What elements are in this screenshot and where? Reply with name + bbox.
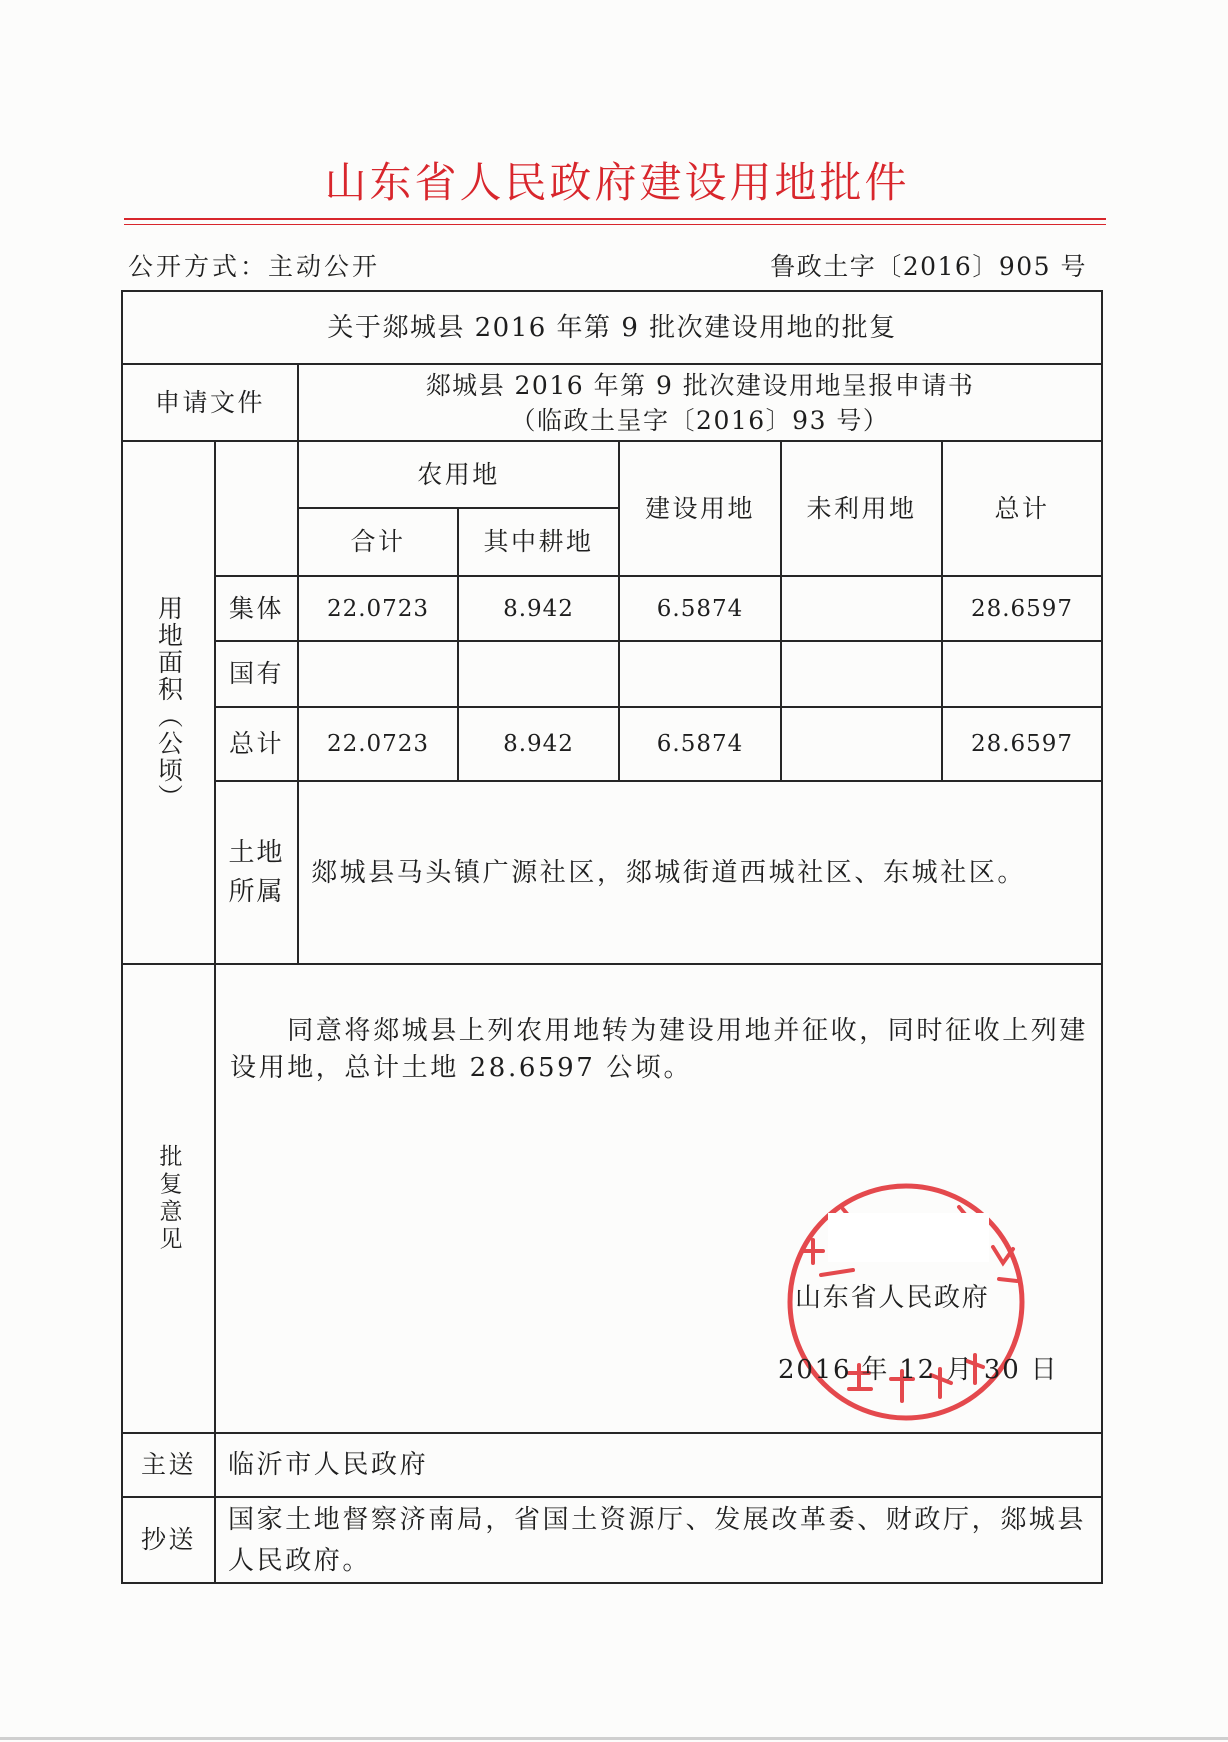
table-rule: [121, 1582, 1103, 1584]
header-agricultural-total: [298, 508, 458, 576]
header-cultivated: [458, 508, 619, 576]
main-recipient-value: 临沂市人民政府: [228, 1450, 429, 1480]
ownership-label: 土地所属: [228, 837, 285, 907]
table-cell: 22.0723: [326, 731, 430, 757]
copy-to-label: 抄送: [140, 1525, 196, 1554]
header-unused: [781, 441, 942, 576]
application-document-title: 郯城县 2016 年第 9 批次建设用地呈报申请书: [425, 370, 975, 400]
row-label-collective: 集体: [228, 593, 284, 623]
table-cell: 8.942: [503, 595, 574, 622]
application-label-cell: [122, 364, 298, 441]
row-label-total: 总计: [228, 729, 284, 758]
scan-edge: [0, 1737, 1228, 1740]
approval-text: 同意将郯城县上列农用地转为建设用地并征收，同时征收上列建设用地，总计土地 28.6597 公顷。: [230, 1016, 1088, 1083]
header-cultivated-text: 其中耕地: [483, 527, 594, 556]
header-unused-text: 未利用地: [806, 493, 917, 523]
table-cell: 6.5874: [656, 595, 744, 622]
land-area-label: 用地面积（公顷）: [154, 594, 184, 811]
issue-date: 2016 年 12 月 30 日: [778, 1355, 1059, 1385]
disclosure-mode: 公开方式：主动公开: [128, 252, 381, 281]
table-cell: [781, 641, 942, 707]
seal-glyph-fragment: [999, 1279, 1017, 1281]
header-agricultural: [298, 441, 619, 508]
row-label-state-owned: 国有: [228, 659, 284, 688]
table-cell: 6.5874: [656, 731, 744, 757]
main-recipient-label: 主送: [140, 1450, 196, 1479]
subject-cell: [122, 291, 1102, 364]
issuer-signature: 山东省人民政府: [795, 1283, 990, 1313]
header-total-text: 总计: [994, 493, 1050, 523]
copy-to-value: 国家土地督察济南局，省国土资源厅、发展改革委、财政厅，郯城县人民政府。: [228, 1505, 1087, 1576]
title-rule-upper: [124, 218, 1106, 220]
header-construction-text: 建设用地: [644, 493, 755, 523]
approval-label-cell: [122, 964, 215, 1433]
header-total: [942, 441, 1102, 576]
table-cell: [298, 641, 458, 707]
table-cell: 28.6597: [970, 731, 1074, 757]
ownership-label-cell: [215, 781, 298, 964]
approval-label: 批复意见: [155, 1143, 182, 1254]
table-cell: 28.6597: [970, 595, 1074, 622]
document-title: 山东省人民政府建设用地批件: [324, 158, 910, 207]
application-label: 申请文件: [154, 387, 265, 417]
main-recipient-cell: [215, 1433, 1102, 1497]
seal-glyph-fragment: [821, 1270, 853, 1275]
title-rule-lower: [124, 224, 1106, 225]
approval-table: [122, 291, 1102, 1583]
table-cell: 22.0723: [326, 595, 430, 622]
header-agricultural-total-text: 合计: [350, 527, 406, 556]
table-cell: [781, 707, 942, 781]
ownership-text: 郯城县马头镇广源社区，郯城街道西城社区、东城社区。: [311, 857, 1027, 888]
subject-text: 关于郯城县 2016 年第 9 批次建设用地的批复: [327, 312, 897, 343]
application-document-number: （临政土呈字〔2016〕93 号）: [510, 405, 890, 435]
table-cell: [781, 576, 942, 641]
ownership-cell: [298, 781, 1102, 964]
application-document-cell: [298, 364, 1102, 441]
land-area-label-cell: [122, 441, 215, 964]
table-cell: 8.942: [503, 731, 574, 757]
redaction-patch: [828, 1213, 989, 1262]
table-cell: [942, 641, 1102, 707]
header-agricultural-text: 农用地: [417, 459, 500, 489]
header-construction: [619, 441, 781, 576]
table-cell: [458, 641, 619, 707]
document-number: 鲁政土字〔2016〕905 号: [770, 252, 1087, 281]
table-cell: [619, 641, 781, 707]
